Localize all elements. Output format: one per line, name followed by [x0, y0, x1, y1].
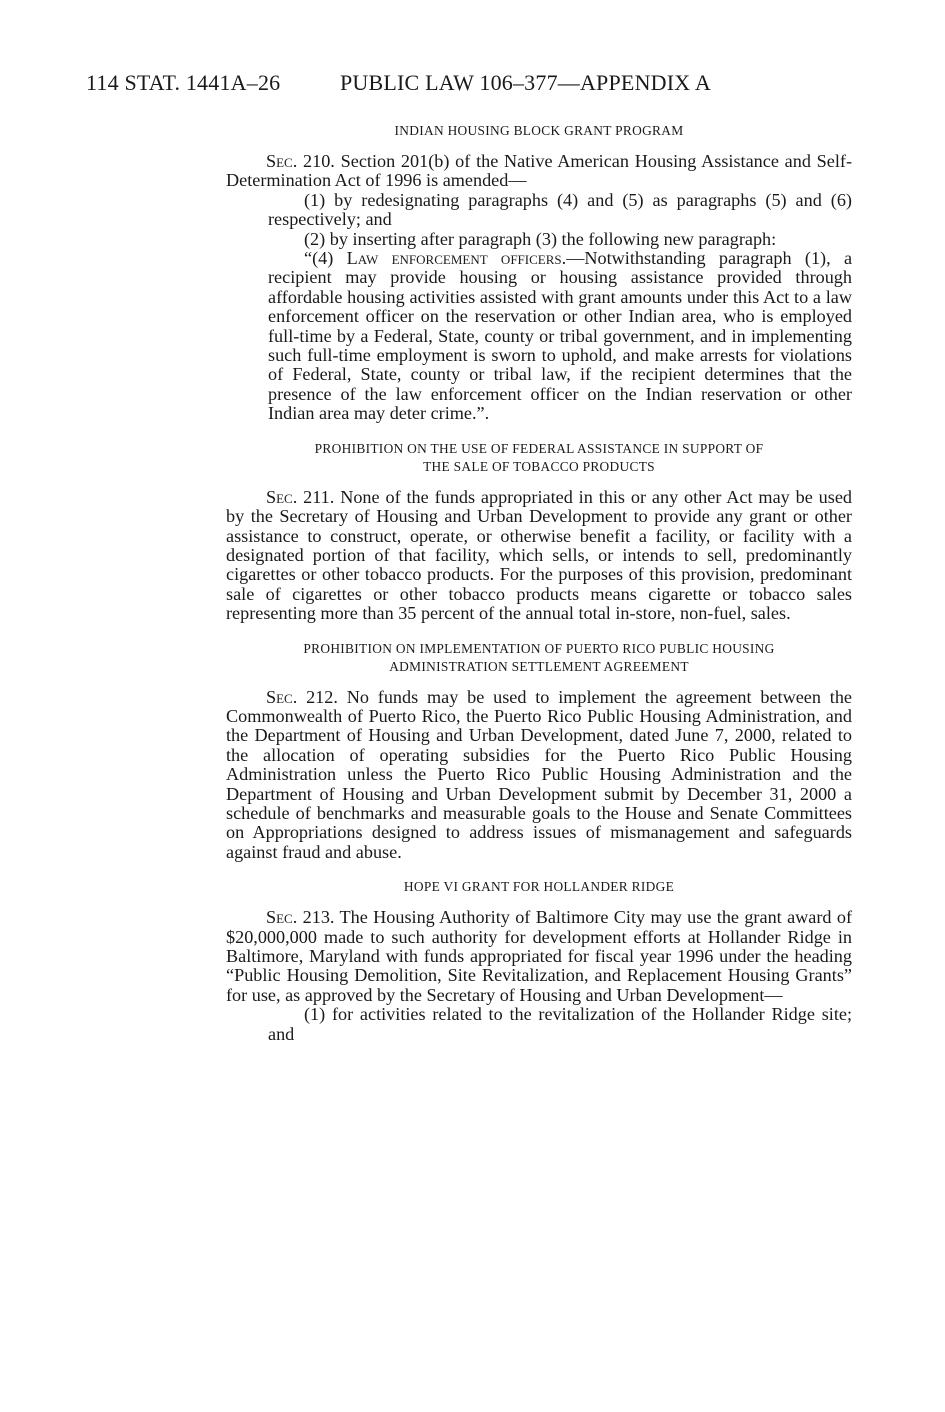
section-210-intro-text: Section 201(b) of the Native American Housing Assistance and Self-Determination Act of 1996 is amended— — [226, 151, 853, 191]
section-213-body — [226, 908, 852, 1005]
section-212-heading-line-2: ADMINISTRATION SETTLEMENT AGREEMENT — [389, 658, 689, 674]
section-210-heading: INDIAN HOUSING BLOCK GRANT PROGRAM — [394, 123, 684, 138]
spacer — [226, 624, 852, 640]
section-210-intro — [226, 152, 852, 191]
section-212-body — [226, 688, 852, 863]
section-211-body — [226, 488, 852, 624]
running-header — [86, 70, 846, 96]
section-210-quoted-paragraph — [226, 249, 852, 424]
statute-citation: 114 STAT. 1441A–26 — [86, 70, 281, 95]
spacer — [226, 862, 852, 878]
section-212-text: No funds may be used to implement the agreement between the Commonwealth of Puerto Rico, the Puerto Rico Public Housing Administration, and the Department of Housing and Urban Development, dated June 7, 2000, related to the allocation of operating subsidies for the Puerto Rico Public Housing Administration unless the Puerto Rico Public Housing Administration and the Department of Housing and Urban Development submit by December 31, 2000 a schedule of benchmarks and measurable goals to the House and Senate Committees on Appropriations designed to address issues of mismanagement and safeguards against fraud and abuse. — [226, 686, 852, 862]
section-211-text: None of the funds appropriated in this or any other Act may be used by the Secretary of Housing and Urban Development to provide any grant or other assistance to construct, operate, or otherwise benefit a facility, or facility with a designated portion of that facility, which sells, or intends to sell, predominantly cigarettes or other tobacco products. For the purposes of this provision, predominant sale of cigarettes or other tobacco products means cigarette or tobacco sales representing more than 35 percent of the annual total in-store, non-fuel, sales. — [226, 486, 852, 624]
quoted-paragraph-body: —Notwithstanding paragraph (1), a recipient may provide housing or housing assistance provided through affordable housing activities assisted with grant amounts under this Act to a law enforcement officer on the reservation or other Indian area, who is employed full-time by a Federal, State, county or tribal government, and in implementing such full-time employment is sworn to uphold, and make arrests for violations of Federal, State, county or tribal law, if the recipient determines that the presence of the law enforcement officer on the Indian reservation or other Indian area may deter crime.”. — [268, 248, 853, 424]
section-210-item-2: (2) by inserting after paragraph (3) the following new paragraph: — [304, 228, 777, 249]
section-211-label: Sec. 211. — [266, 486, 335, 507]
quoted-paragraph-title: Law enforcement officers. — [346, 248, 567, 269]
section-211-heading-line-1: PROHIBITION ON THE USE OF FEDERAL ASSISTANCE IN SUPPORT OF — [314, 440, 764, 456]
section-210-label: Sec. 210. — [266, 151, 335, 171]
section-211-heading-line-2: THE SALE OF TOBACCO PRODUCTS — [423, 458, 655, 474]
section-212-heading — [226, 640, 852, 676]
public-law-title: PUBLIC LAW 106–377—APPENDIX A — [340, 70, 711, 95]
section-213-item-1: (1) for activities related to the revitalization of the Hollander Ridge site; and — [268, 1004, 852, 1044]
section-211-heading — [226, 440, 852, 476]
section-213-text: The Housing Authority of Baltimore City may use the grant award of $20,000,000 made to such authority for development efforts at Hollander Ridge in Baltimore, Maryland with funds appropriated for fiscal year 1996 under the heading “Public Housing Demolition, Site Revitalization, and Replacement Housing Grants” for use, as approved by the Secretary of Housing and Urban Development— — [226, 907, 853, 1005]
quoted-paragraph-number: “(4) — [304, 248, 334, 269]
section-210-item-1: (1) by redesignating paragraphs (4) and (5) as paragraphs (5) and (6) respectively; and — [268, 189, 852, 230]
spacer — [226, 424, 852, 440]
section-212-label: Sec. 212. — [266, 686, 338, 707]
section-213-heading: HOPE VI GRANT FOR HOLLANDER RIDGE — [403, 879, 675, 895]
document-body — [226, 122, 852, 1044]
section-213-label: Sec. 213. — [266, 907, 335, 928]
section-212-heading-line-1: PROHIBITION ON IMPLEMENTATION OF PUERTO RICO PUBLIC HOUSING — [303, 640, 775, 656]
